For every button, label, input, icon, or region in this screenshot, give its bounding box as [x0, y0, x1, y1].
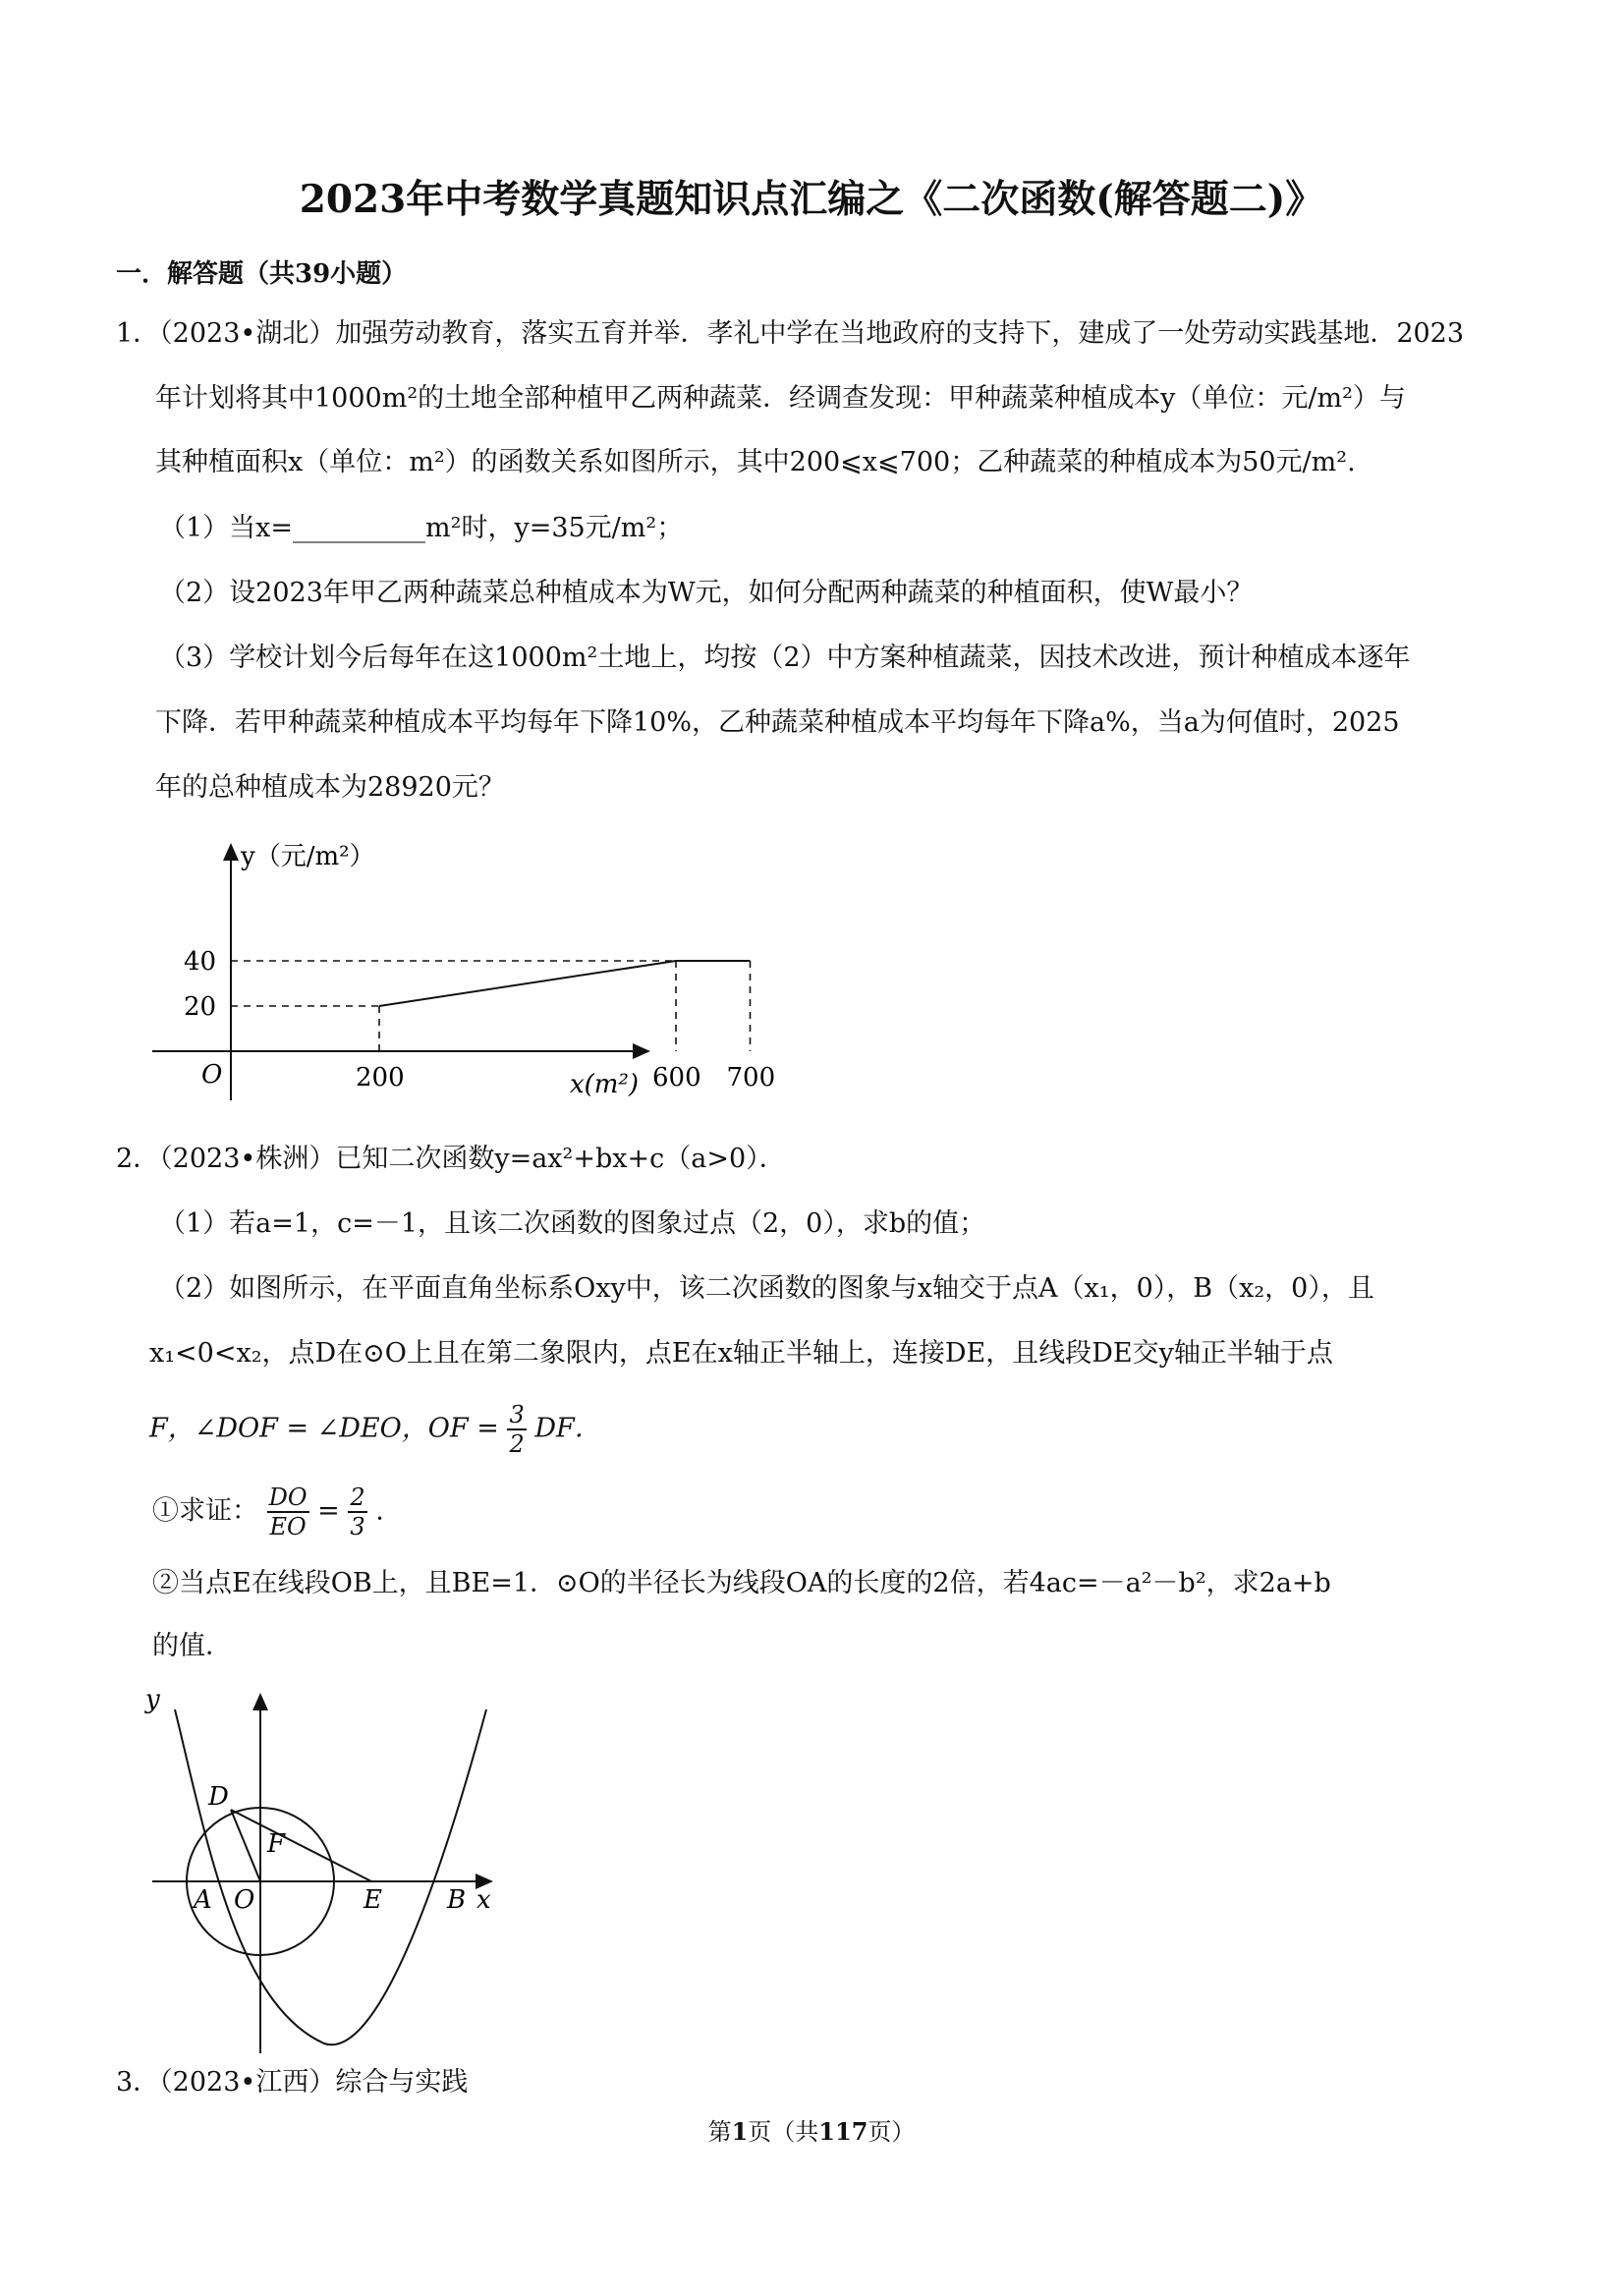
- q1-line-7: 下降．若甲种蔬菜种植成本平均每年下降10%，乙种蔬菜种植成本平均每年下降a%，当a为何值时，2025: [155, 707, 1400, 738]
- q3-line-1: 3．（2023•江西）综合与实践: [116, 2067, 469, 2098]
- q2-line-6-text-a: ①求证：: [152, 1495, 258, 1527]
- q1-line-8: 年的总种植成本为28920元？: [155, 772, 505, 803]
- chart-series: [379, 961, 751, 1006]
- fraction-3-2: [507, 1401, 526, 1458]
- label-point-a: A: [194, 1885, 212, 1915]
- label-point-f: F: [267, 1829, 286, 1859]
- q2-line-7: ②当点E在线段OB上，且BE=1．⊙O的半径长为线段OA的长度的2倍，若4ac=－a²－b²，求2a+b: [152, 1568, 1331, 1598]
- q1-line-1: 1．（2023•湖北）加强劳动教育，落实五育并举．孝礼中学在当地政府的支持下，建成了一处劳动实践基地．2023: [116, 318, 1465, 349]
- q2-line-6-text-b: .: [375, 1495, 384, 1527]
- label-point-b: B: [447, 1885, 467, 1915]
- q1-chart: [138, 835, 776, 1110]
- chart-x-tick-label: 600: [652, 1063, 701, 1092]
- document-title: 2023年中考数学真题知识点汇编之《二次函数(解答题二)》: [299, 177, 1324, 222]
- section-heading: 一．解答题（共39小题）: [116, 259, 408, 289]
- fraction-numerator: DO: [268, 1484, 308, 1511]
- label-y-axis: y: [145, 1685, 160, 1714]
- fraction-2-3: [348, 1484, 366, 1540]
- fraction-denominator: 2: [509, 1430, 525, 1458]
- q1-line-4: （1）当x=__________m²时，y=35元/m²；: [159, 513, 684, 543]
- chart-x-tick-label: 200: [356, 1063, 405, 1092]
- q1-line-5: （2）设2023年甲乙两种蔬菜总种植成本为W元，如何分配两种蔬菜的种植面积，使W最小？: [159, 578, 1254, 608]
- parabola-curve: [175, 1709, 486, 2044]
- q2-line-3: （2）如图所示，在平面直角坐标系Oxy中，该二次函数的图象与x轴交于点A（x₁，0），B（x₂，0），且: [159, 1273, 1374, 1304]
- footer-total-pages: 117: [818, 2117, 868, 2146]
- q2-line-8: 的值．: [152, 1631, 232, 1661]
- q2-line-5-text-b: DF．: [534, 1413, 601, 1444]
- chart-guides: [231, 961, 751, 1051]
- chart-x-tick-label: 700: [726, 1063, 776, 1092]
- footer-post: 页）: [867, 2118, 916, 2146]
- q2-line-5: [149, 1401, 601, 1458]
- footer-pre: 第: [707, 2118, 732, 2146]
- q2-figure: [138, 1680, 531, 2063]
- q1-line-2: 年计划将其中1000m²的土地全部种植甲乙两种蔬菜．经调查发现：甲种蔬菜种植成本y（单位：元/m²）与: [155, 383, 1406, 414]
- chart-y-label: y（元/m²）: [241, 842, 375, 871]
- fraction-numerator: 3: [509, 1401, 525, 1428]
- q2-line-6: [152, 1484, 384, 1540]
- fraction-denominator: EO: [269, 1513, 307, 1540]
- fraction-numerator: 2: [350, 1484, 365, 1511]
- fraction-do-eo: [267, 1484, 309, 1540]
- chart-y-tick-label: 40: [184, 947, 217, 977]
- segment-do: [231, 1810, 260, 1881]
- label-point-o: O: [234, 1885, 255, 1915]
- label-point-d: D: [208, 1782, 229, 1812]
- q1-line-6: （3）学校计划今后每年在这1000m²土地上，均按（2）中方案种植蔬菜，因技术改进，预计种植成本逐年: [159, 643, 1411, 673]
- q2-line-4: x₁<0<x₂，点D在⊙O上且在第二象限内，点E在x轴正半轴上，连接DE，且线段DE交y轴正半轴于点: [149, 1338, 1333, 1369]
- chart-series-line: [379, 961, 751, 1006]
- q2-line-5-text-a: F，∠DOF = ∠DEO，OF =: [149, 1413, 499, 1444]
- equals-sign: =: [317, 1495, 340, 1527]
- chart-labels: [184, 842, 775, 1099]
- q2-line-1: 2．（2023•株洲）已知二次函数y=ax²+bx+c（a>0）．: [116, 1144, 786, 1174]
- chart-y-tick-label: 20: [184, 992, 217, 1022]
- q1-line-3: 其种植面积x（单位：m²）的函数关系如图所示，其中200⩽x⩽700；乙种蔬菜的种植成本为50元/m².: [155, 447, 1356, 477]
- chart-x-label: x(m²): [570, 1070, 640, 1099]
- chart-axes: [152, 845, 648, 1100]
- chart-origin-label: O: [201, 1060, 223, 1090]
- footer-mid: 页（共: [748, 2118, 819, 2146]
- label-x-axis: x: [476, 1885, 491, 1915]
- fraction-denominator: 3: [350, 1513, 365, 1540]
- q2-line-2: （1）若a=1，c=－1，且该二次函数的图象过点（2，0），求b的值；: [159, 1208, 986, 1239]
- footer-page-number: 1: [731, 2117, 749, 2146]
- page-footer: [0, 2112, 1623, 2147]
- label-point-e: E: [364, 1885, 382, 1915]
